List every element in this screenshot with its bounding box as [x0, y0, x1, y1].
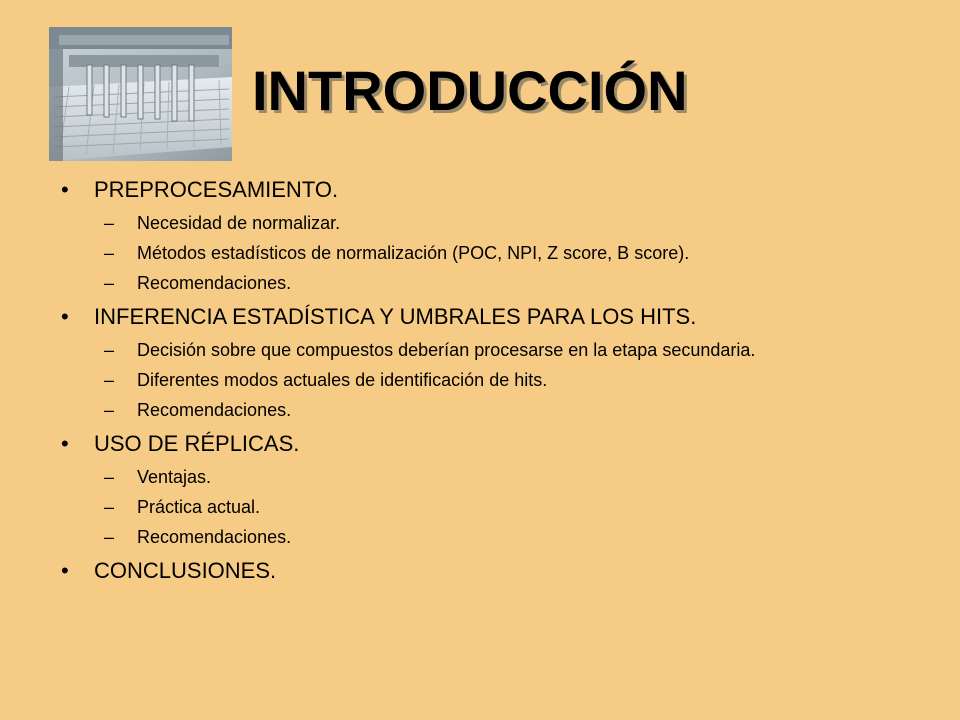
- outline-subitem: [61, 242, 903, 264]
- outline-subitem-text: Recomendaciones.: [137, 527, 292, 547]
- outline-heading: INFERENCIA ESTADÍSTICA Y UMBRALES PARA LOS HITS.: [94, 304, 697, 329]
- dash-icon: –: [104, 467, 115, 487]
- outline-heading: USO DE RÉPLICAS.: [94, 431, 300, 456]
- outline-item-inferencia: [61, 303, 903, 331]
- outline-subitem: [61, 339, 903, 361]
- bullet-icon: •: [61, 558, 69, 583]
- outline-list: [61, 172, 903, 585]
- outline-subitem: [61, 369, 903, 391]
- dash-icon: –: [104, 213, 115, 233]
- dash-icon: –: [104, 243, 115, 263]
- lab-robot-photo: [49, 27, 232, 161]
- outline-item-preprocesamiento: [61, 176, 903, 204]
- outline-subitem: [61, 466, 903, 488]
- outline-subitem-text: Necesidad de normalizar.: [137, 213, 341, 233]
- dash-icon: –: [104, 273, 115, 293]
- outline-subitem: [61, 526, 903, 548]
- outline-subitem-text: Ventajas.: [137, 467, 212, 487]
- dash-icon: –: [104, 400, 115, 420]
- outline-subitem: [61, 496, 903, 518]
- outline-subitem: [61, 212, 903, 234]
- bullet-icon: •: [61, 304, 69, 329]
- outline-item-conclusiones: [61, 557, 903, 585]
- outline-subitem: [61, 272, 903, 294]
- outline-subitem-text: Recomendaciones.: [137, 400, 292, 420]
- outline-subitem-text: Métodos estadísticos de normalización (POC, NPI, Z score, B score).: [137, 243, 690, 263]
- dash-icon: –: [104, 497, 115, 517]
- dash-icon: –: [104, 370, 115, 390]
- outline-heading: CONCLUSIONES.: [94, 558, 277, 583]
- dash-icon: –: [104, 340, 115, 360]
- dash-icon: –: [104, 527, 115, 547]
- outline-subitem-text: Práctica actual.: [137, 497, 261, 517]
- outline-item-replicas: [61, 430, 903, 458]
- bullet-icon: •: [61, 431, 69, 456]
- slide-title: INTRODUCCIÓN: [252, 59, 688, 122]
- outline-subitem-text: Decisión sobre que compuestos deberían procesarse en la etapa secundaria.: [137, 340, 756, 360]
- outline-heading: PREPROCESAMIENTO.: [94, 177, 339, 202]
- bullet-icon: •: [61, 177, 69, 202]
- outline-subitem-text: Diferentes modos actuales de identificación de hits.: [137, 370, 548, 390]
- outline-subitem: [61, 399, 903, 421]
- outline-subitem-text: Recomendaciones.: [137, 273, 292, 293]
